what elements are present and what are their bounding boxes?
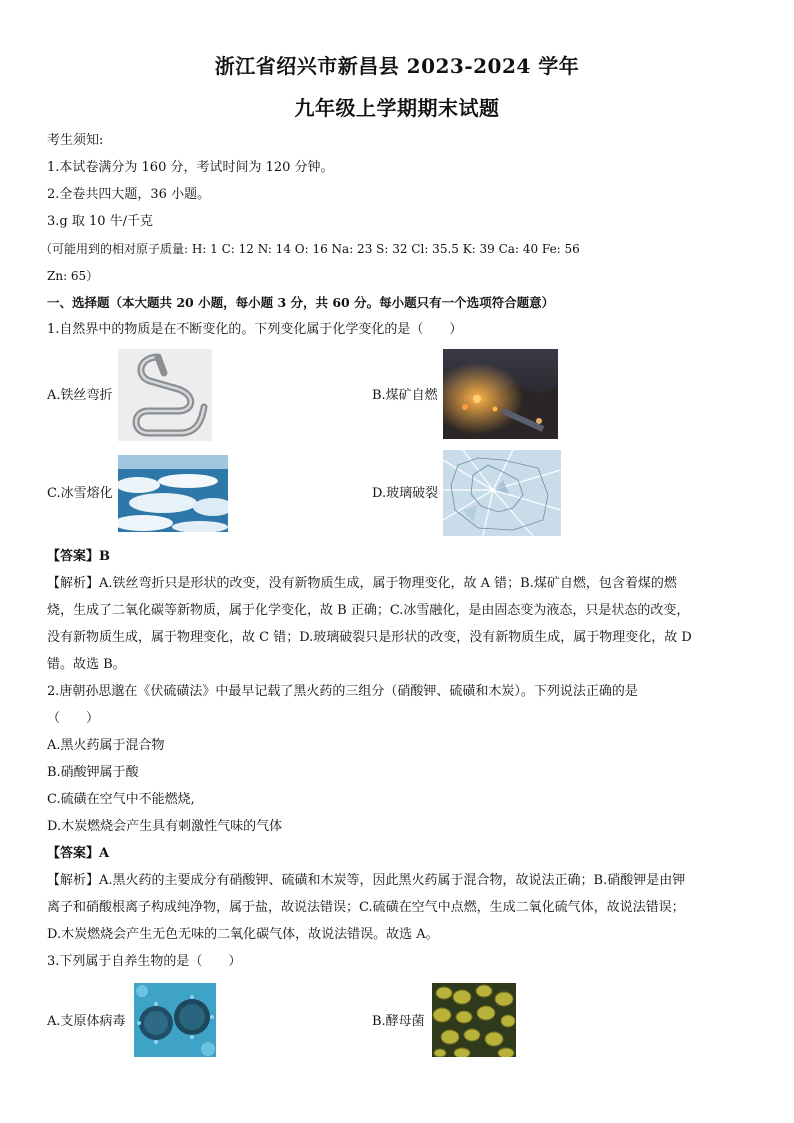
q2-option-a: A.黑火药属于混合物 bbox=[47, 738, 165, 753]
yeast-image bbox=[432, 983, 516, 1057]
q1-explanation-line-3: 没有新物质生成，属于物理变化，故 C 错；D.玻璃破裂只是形状的改变，没有新物质生成，属于物理变化，故 D bbox=[47, 630, 692, 645]
notice-item-3: 3.g 取 10 牛/千克 bbox=[47, 214, 154, 229]
q1-explanation-line-2: 烧，生成了二氧化碳等新物质，属于化学变化，故 B 正确；C.冰雪融化，是由固态变为液态，只是状态的改变， bbox=[47, 603, 690, 618]
q2-option-d: D.木炭燃烧会产生具有刺激性气味的气体 bbox=[47, 819, 283, 834]
coal-fire-image bbox=[443, 349, 558, 439]
atomic-mass-line-2: Zn: 65） bbox=[47, 269, 99, 283]
q2-explanation-line-2: 离子和硝酸根离子构成纯净物，属于盐，故说法错误；C.硫磺在空气中点燃，生成二氧化硫气体，故说法错误； bbox=[47, 900, 685, 915]
q2-explanation-line-1: 【解析】A.黑火药的主要成分有硝酸钾、硫磺和木炭等，因此黑火药属于混合物，故说法正确；B.硝酸钾是由钾 bbox=[47, 873, 686, 888]
melting-ice-image bbox=[118, 455, 228, 532]
section-heading: 一、选择题（本大题共 20 小题，每小题 3 分，共 60 分。每小题只有一个选项符合题意） bbox=[47, 295, 555, 310]
q1-option-b: B.煤矿自燃 bbox=[372, 388, 438, 403]
q2-stem-line-1: 2.唐朝孙思邈在《伏硫磺法》中最早记载了黑火药的三组分（硝酸钾、硫磺和木炭）。下列说法正确的是 bbox=[47, 684, 638, 699]
notice-item-2: 2.全卷共四大题，36 小题。 bbox=[47, 187, 211, 202]
q1-option-d: D.玻璃破裂 bbox=[372, 486, 439, 501]
notice-heading: 考生须知: bbox=[47, 133, 104, 148]
q1-option-c: C.冰雪熔化 bbox=[47, 486, 113, 501]
q2-option-c: C.硫磺在空气中不能燃烧, bbox=[47, 792, 195, 807]
q3-stem: 3.下列属于自养生物的是（ ） bbox=[47, 954, 242, 969]
q2-answer: 【答案】A bbox=[47, 846, 110, 861]
title-line-1: 浙江省绍兴市新昌县 2023-2024 学年 bbox=[214, 54, 580, 78]
notice-item-1: 1.本试卷满分为 160 分，考试时间为 120 分钟。 bbox=[47, 160, 334, 175]
title-line-2: 九年级上学期期末试题 bbox=[294, 96, 500, 120]
atomic-mass-line-1: （可能用到的相对原子质量: H: 1 C: 12 N: 14 O: 16 Na: 23 S: 32 Cl: 35.5 K: 39 Ca: 40 Fe: 56 bbox=[40, 242, 580, 256]
q1-explanation-line-1: 【解析】A.铁丝弯折只是形状的改变，没有新物质生成，属于物理变化，故 A 错；B.煤矿自燃，包含着煤的燃 bbox=[47, 576, 677, 591]
q3-option-a: A.支原体病毒 bbox=[47, 1014, 126, 1029]
q3-option-b: B.酵母菌 bbox=[372, 1014, 425, 1029]
q1-stem: 1.自然界中的物质是在不断变化的。下列变化属于化学变化的是（ ） bbox=[47, 322, 463, 337]
bent-wire-image bbox=[118, 349, 212, 441]
q2-stem-line-2: （ ） bbox=[47, 711, 100, 726]
broken-glass-image bbox=[443, 450, 561, 536]
q1-answer: 【答案】B bbox=[47, 549, 110, 564]
q1-option-a: A.铁丝弯折 bbox=[47, 388, 113, 403]
q2-explanation-line-3: D.木炭燃烧会产生无色无味的二氧化碳气体，故说法错误。故选 A。 bbox=[47, 927, 439, 942]
q1-explanation-line-4: 错。故选 B。 bbox=[47, 657, 126, 672]
virus-image bbox=[134, 983, 216, 1057]
q2-option-b: B.硝酸钾属于酸 bbox=[47, 765, 139, 780]
